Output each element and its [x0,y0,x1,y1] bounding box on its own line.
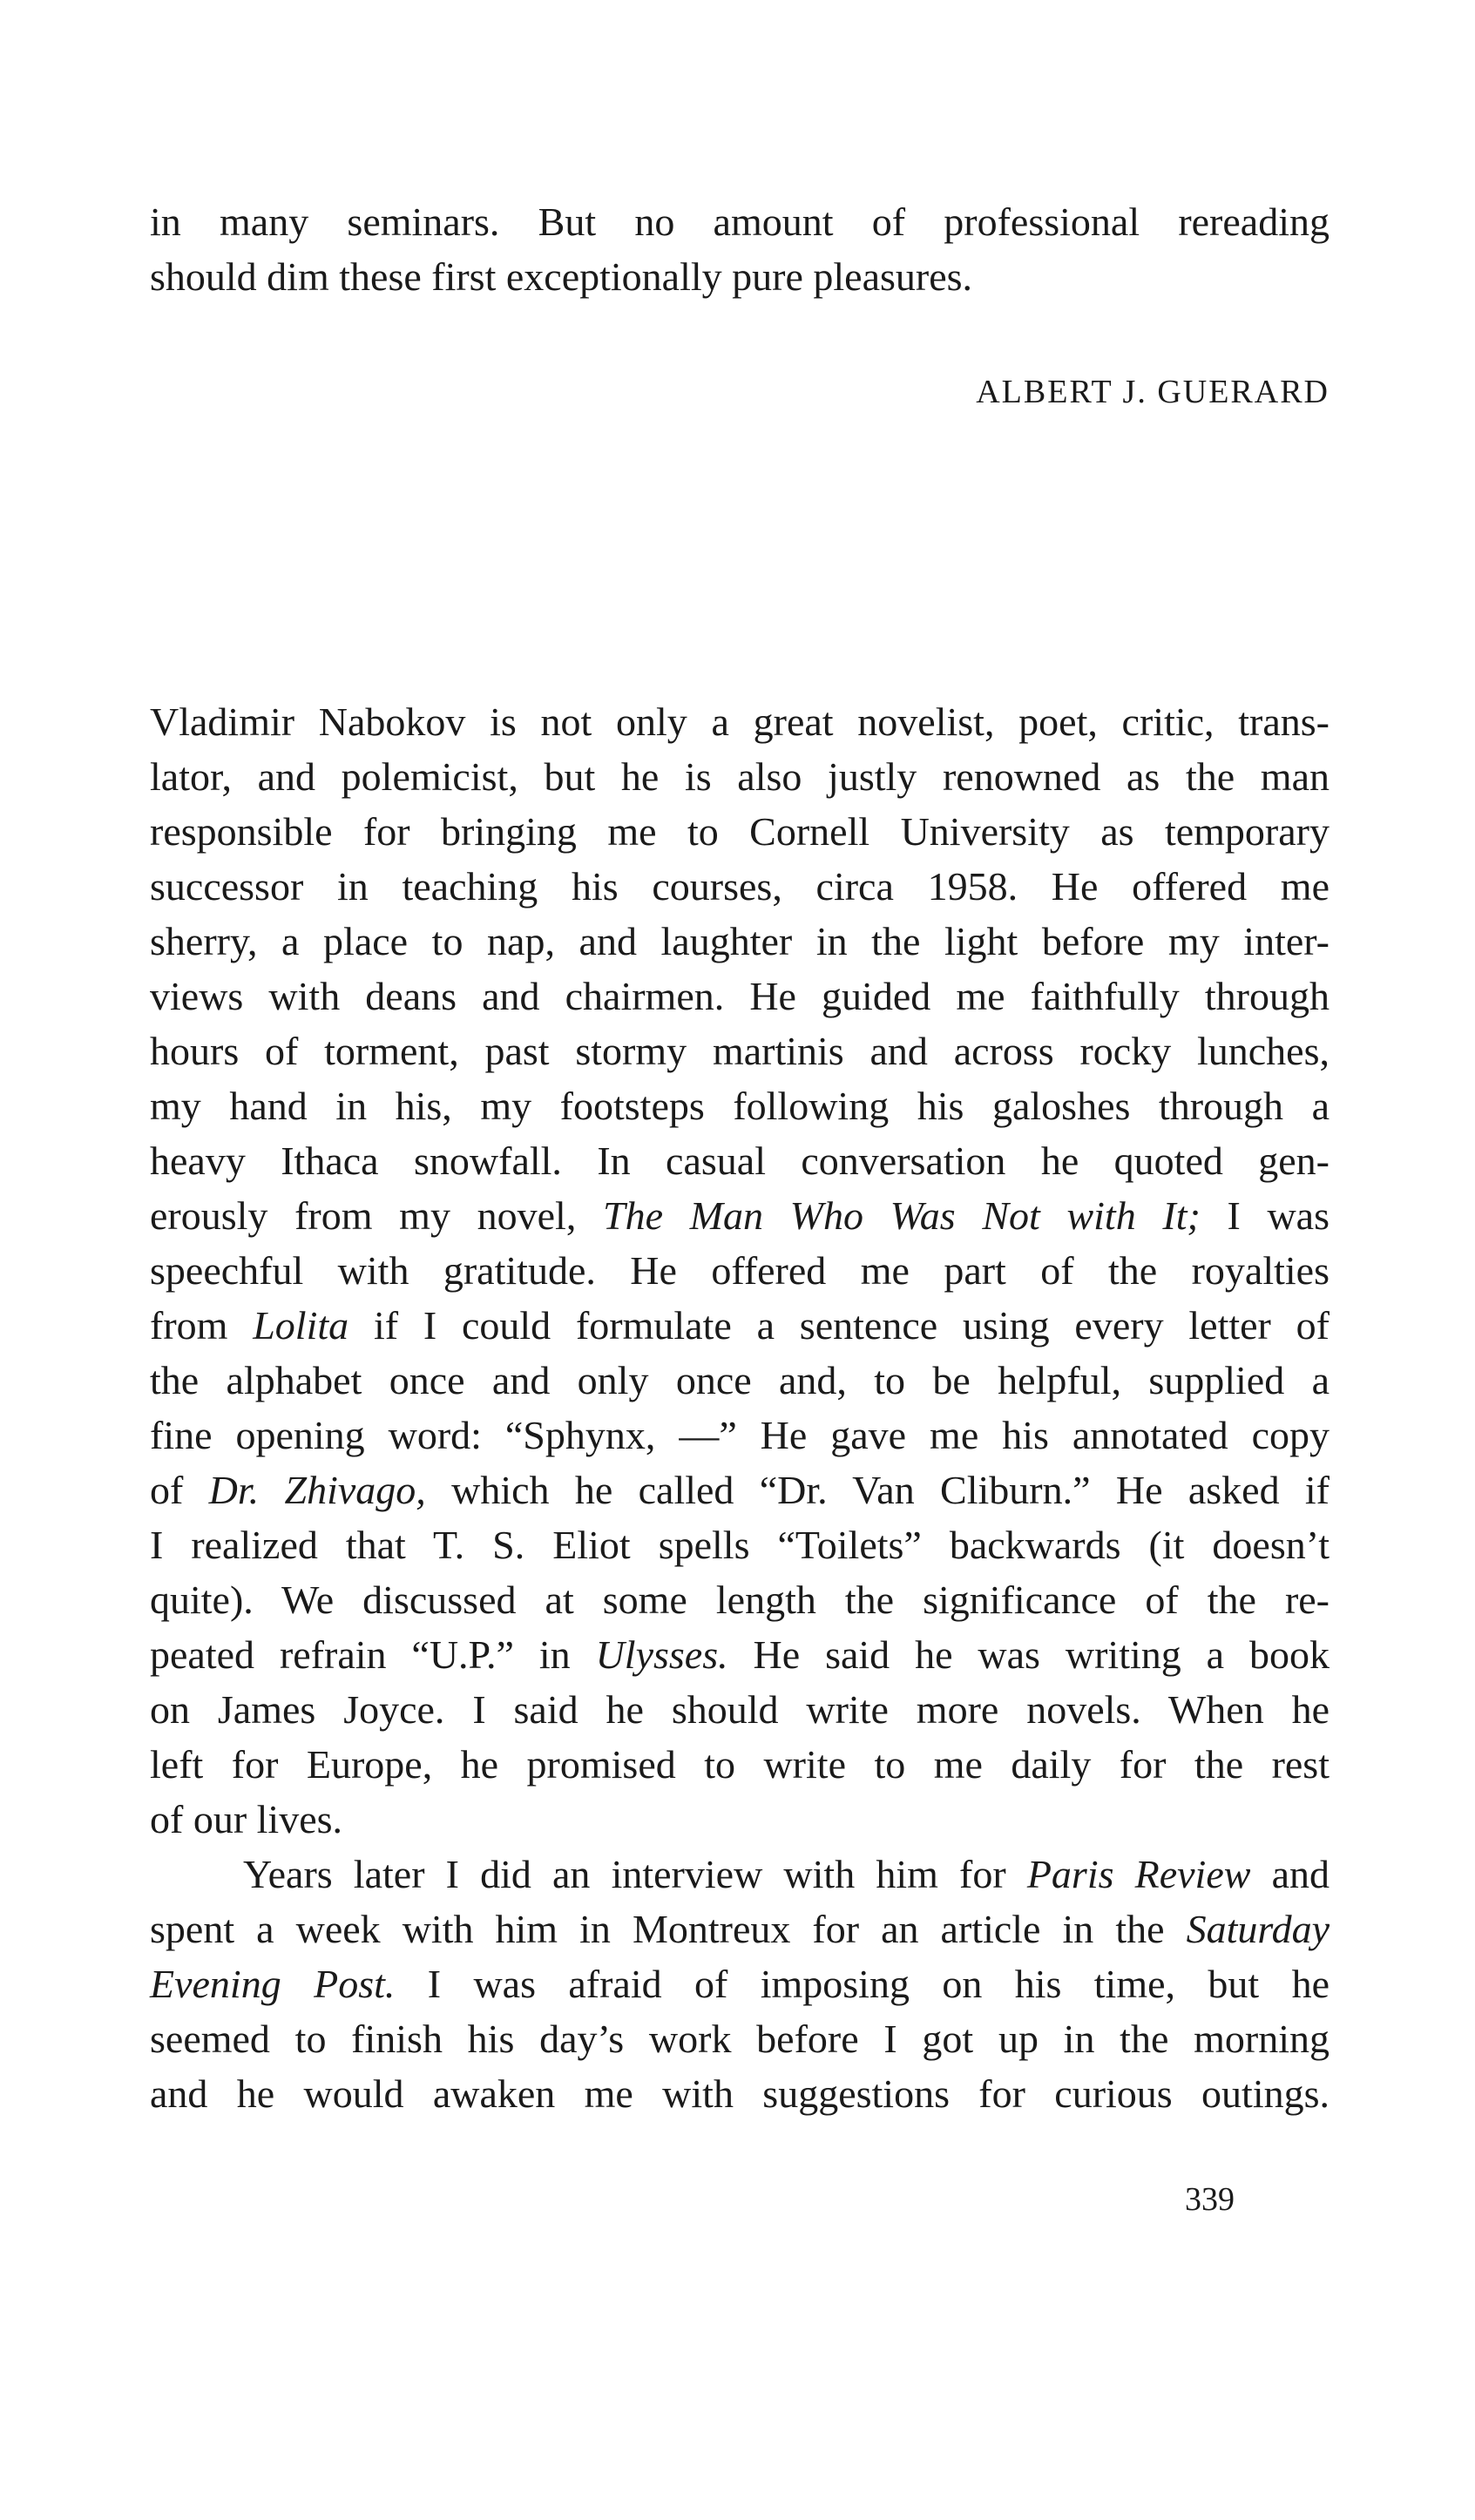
text-line: quite). We discussed at some length the significance of the re- [150,1578,1330,1622]
text-line: seemed to finish his day’s work before I got up in the morning [150,2017,1330,2061]
text-line: heavy Ithaca snowfall. In casual conversation he quoted gen- [150,1138,1330,1183]
text-line: I realized that T. S. Eliot spells “Toilets” backwards (it doesn’t [150,1523,1330,1567]
magazine-title-italic: Saturday [1186,1907,1330,1951]
text-line: the alphabet once and only once and, to be helpful, supplied a [150,1358,1330,1402]
text-line [150,1628,1330,1682]
text-segment: of [150,1468,209,1512]
text-line [150,1957,1330,2011]
text-line [150,1189,1330,1243]
text-segment: I was afraid of imposing on his time, but he [395,1962,1330,2006]
magazine-title-italic: Paris Review [1026,1852,1251,1896]
text-line: lator, and polemicist, but he is also justly renowned as the man [150,754,1330,799]
author-signature: ALBERT J. GUERARD [976,374,1330,410]
text-segment: He said he was writing a book [727,1632,1330,1677]
text-line [150,1299,1330,1353]
text-line: of our lives. [150,1797,343,1841]
text-segment: Years later I did an interview with him for [243,1852,1027,1896]
text-segment: peated refrain “U.P.” in [150,1632,596,1677]
text-segment: I was [1200,1193,1330,1238]
book-title-italic: Ulysses. [595,1632,728,1677]
text-segment: erously from my novel, [150,1193,603,1238]
page-number: 339 [1185,2181,1235,2218]
text-line: responsible for bringing me to Cornell University as temporary [150,809,1330,854]
text-segment: from [150,1303,254,1348]
magazine-title-italic: Evening Post. [150,1962,396,2006]
text-segment: and [1250,1852,1330,1896]
text-line [243,1848,1330,1902]
text-line: fine opening word: “Sphynx, —” He gave me his annotated copy [150,1413,1330,1457]
text-line: Vladimir Nabokov is not only a great novelist, poet, critic, trans- [150,699,1330,744]
text-segment: spent a week with him in Montreux for an article in the [150,1907,1187,1951]
text-line: left for Europe, he promised to write to me daily for the rest [150,1742,1330,1787]
book-title-italic: The Man Who Was Not with It; [603,1193,1201,1238]
text-line: views with deans and chairmen. He guided me faithfully through [150,974,1330,1018]
book-title-italic: Lolita [253,1303,349,1348]
text-line: speechful with gratitude. He offered me part of the royalties [150,1248,1330,1293]
text-line: and he would awaken me with suggestions for curious outings. [150,2071,1330,2116]
text-line [150,1463,1330,1517]
text-line: on James Joyce. I said he should write more novels. When he [150,1687,1330,1732]
text-line: my hand in his, my footsteps following his galoshes through a [150,1084,1330,1128]
text-segment: which he called “Dr. Van Cliburn.” He asked if [425,1468,1330,1512]
text-line: hours of torment, past stormy martinis and across rocky lunches, [150,1029,1330,1073]
text-line: sherry, a place to nap, and laughter in the light before my inter- [150,919,1330,963]
book-title-italic: Dr. Zhivago, [208,1468,426,1512]
text-line: should dim these first exceptionally pure pleasures. [150,254,973,299]
text-segment: if I could formulate a sentence using every letter of [348,1303,1330,1348]
text-line: in many seminars. But no amount of professional rereading [150,199,1330,244]
text-line [150,1902,1330,1956]
text-line: successor in teaching his courses, circa 1958. He offered me [150,864,1330,909]
